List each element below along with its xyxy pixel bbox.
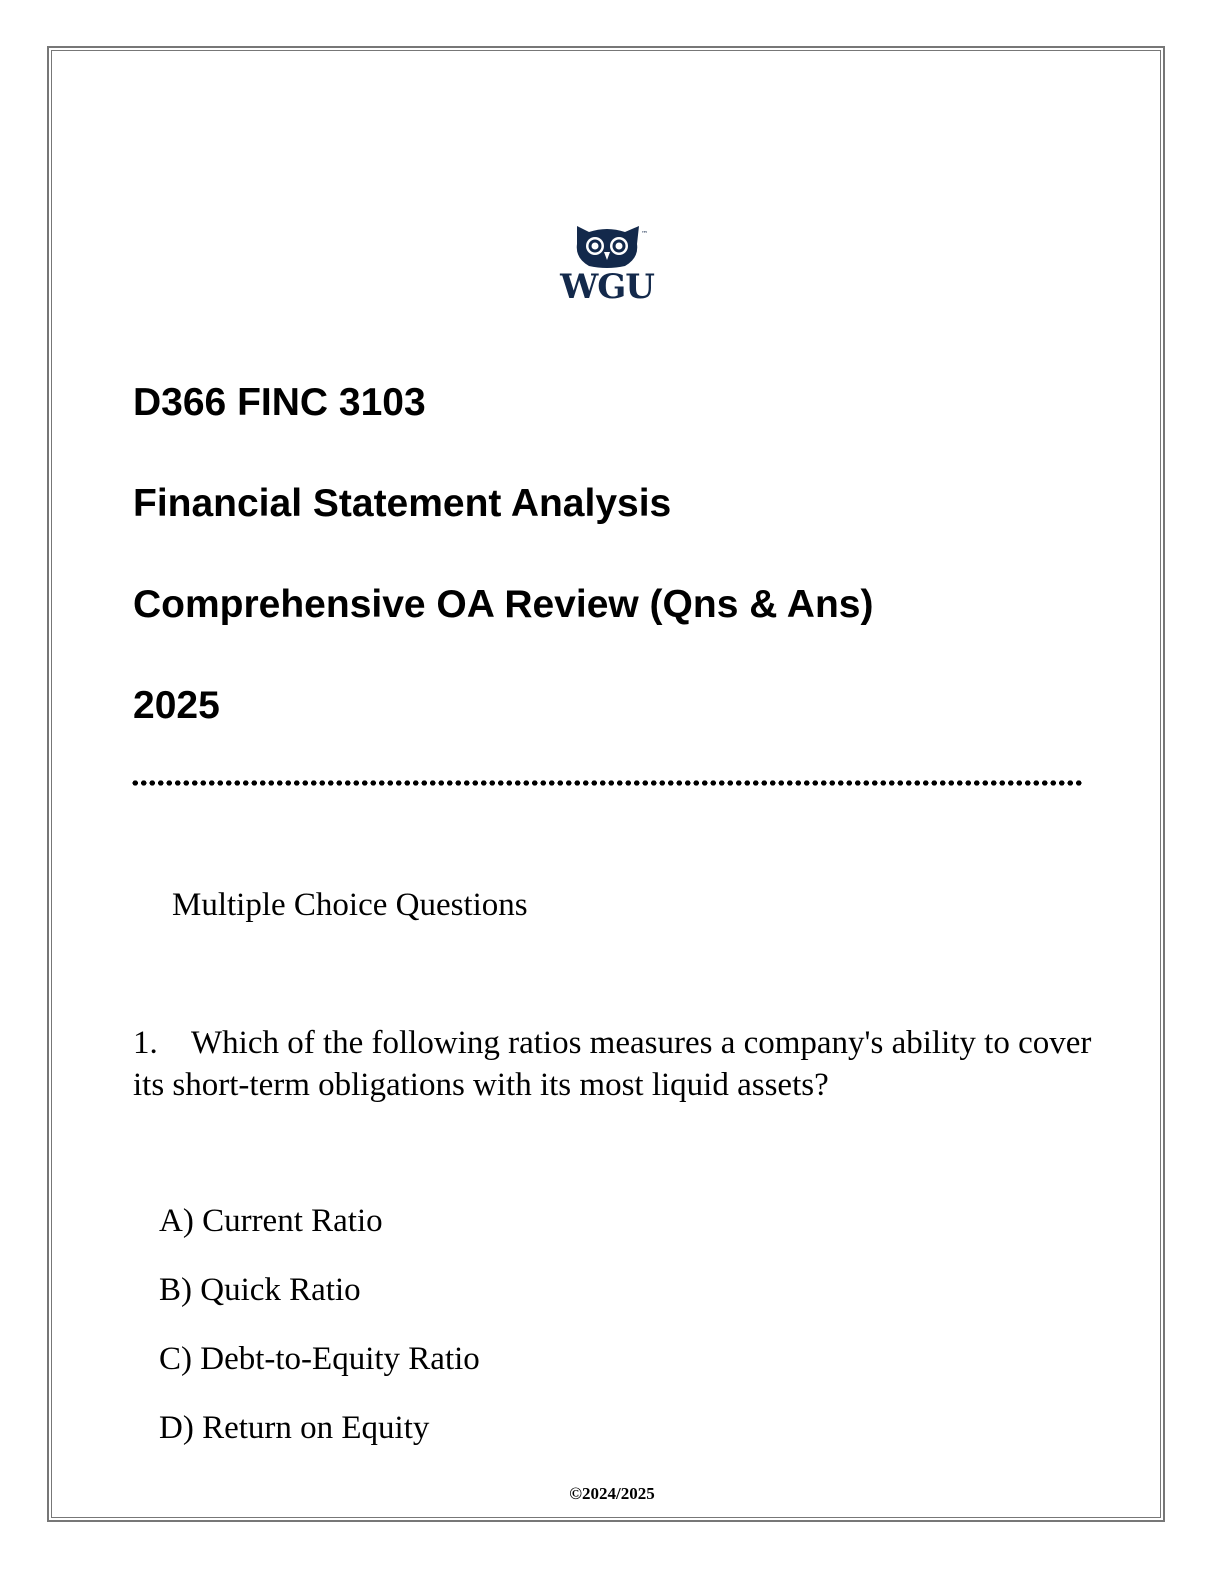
question-text: Which of the following ratios measures a company's ability to cover its short-term obligations with its most liquid assets? xyxy=(133,1025,1092,1103)
logo-wordmark: WGU xyxy=(560,267,654,307)
document-subtitle: Comprehensive OA Review (Qns & Ans) xyxy=(133,583,874,626)
course-name: Financial Statement Analysis xyxy=(133,482,672,525)
question-1 xyxy=(133,1022,1093,1106)
document-year: 2025 xyxy=(133,684,220,727)
owl-icon xyxy=(555,222,659,270)
wgu-logo xyxy=(555,222,659,308)
copyright-footer: ©2024/2025 xyxy=(569,1484,655,1503)
option-a: A) Current Ratio xyxy=(159,1203,383,1239)
option-c: C) Debt-to-Equity Ratio xyxy=(159,1341,480,1377)
logo-trademark: ™ xyxy=(641,230,648,238)
question-number: 1. xyxy=(133,1025,158,1061)
course-code: D366 FINC 3103 xyxy=(133,381,426,424)
section-label: Multiple Choice Questions xyxy=(172,887,528,923)
option-b: B) Quick Ratio xyxy=(159,1272,361,1308)
dotted-divider xyxy=(131,780,1083,786)
option-d: D) Return on Equity xyxy=(159,1410,430,1446)
